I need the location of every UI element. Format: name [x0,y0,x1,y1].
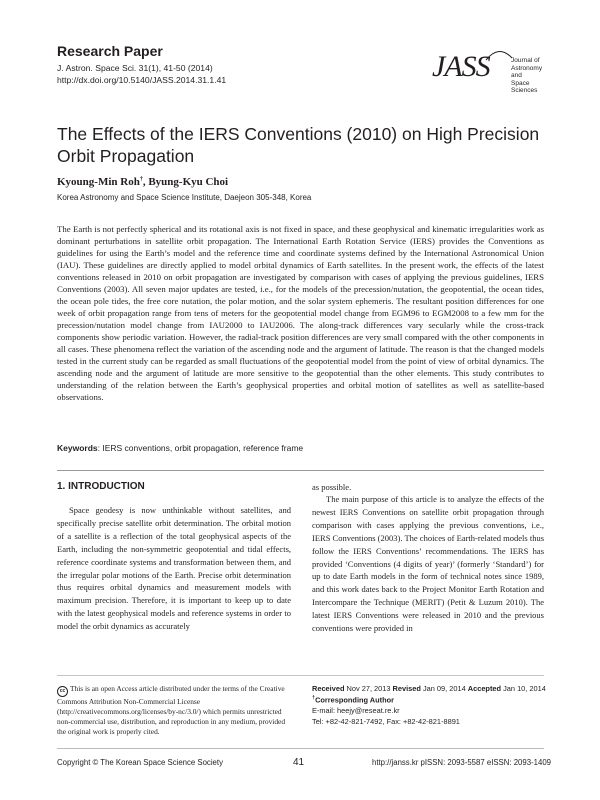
author-phone: Tel: +82-42-821-7492, Fax: +82-42-821-8891 [312,717,460,726]
keywords-label: Keywords [57,443,98,453]
logo-subtitle-line: Journal of [511,57,540,64]
body-column-right: The main purpose of this article is to analyze the effects of the newest IERS Conventions on satellite orbit propagation through comparison with cases applying the previous conventions, i.e., IERS Conventions (2003). The choices of Earth-related models thus follow the IERS Conventions’ recommendations. The IERS has provided ‘Conventions (4 digits of year)’ (formerly ‘Standard’) for up to date Earth models in the form of technical notes since 1989, and this work dates back to the Project Monitor Earth Rotation and Intercompare the Technique (MERIT) (Petit & Luzum 2010). The latest IERS Conventions were released in 2010 and the previous conventions were provided in [312,494,544,634]
creative-commons-icon: cc [57,686,68,697]
affiliation: Korea Astronomy and Space Science Institute, Daejeon 305-348, Korea [57,193,312,202]
license-note [57,684,291,737]
revised-date: Jan 09, 2014 [420,684,468,693]
license-text: This is an open Access article distributed under the terms of the Creative Commons Attribution Non-Commercial License (http://creativecommons.org/licenses/by-nc/3.0/) which permits unrestricted non-commercial use, distribution, and reproduction in any medium, provided the original work is properly cited. [57,684,286,736]
divider [57,675,544,676]
divider [57,470,544,471]
body-column-left: Space geodesy is now unthinkable without satellites, and specifically precise satellite orbit determination. The orbital motion of a satellite is a reflection of the total geophysical aspects of the Earth, including the non-symmetric geopotential and tidal effects, reference coordinate systems and transformation between them, and the irregular polar motions of the Earth. Precise orbit determination thus requires orbital dynamics and measurement models with maximum precision. Therefore, it is important to keep up to date with the latest geophysical models and reference systems in order to model the orbit dynamics as accurately [57,505,291,632]
logo-subtitle [511,57,552,95]
corresponding-mark: † [312,695,316,701]
article-dates [312,684,546,694]
author-mark: † [139,176,143,183]
page-number: 41 [293,757,305,768]
keywords-text: : IERS conventions, orbit propagation, reference frame [97,443,304,453]
logo-wordmark: JASS [432,50,490,83]
paper-title: The Effects of the IERS Conventions (2010) on High Precision Orbit Propagation [57,124,540,166]
received-date: Nov 27, 2013 [344,684,393,693]
logo-subtitle-line: Space Sciences [511,79,538,94]
footer-journal-info[interactable]: http://janss.kr pISSN: 2093-5587 eISSN: 2093-1409 [372,758,552,767]
accepted-date: Jan 10, 2014 [501,684,546,693]
revised-label: Revised [392,684,421,693]
logo-subtitle-line: Astronomy and [511,64,543,79]
section-heading: 1. INTRODUCTION [57,481,145,492]
journal-logo [432,48,552,98]
author-name: , Byung-Kyu Choi [142,176,229,188]
footer-copyright: Copyright © The Korean Space Science Society [57,758,223,767]
article-type-label: Research Paper [57,43,163,59]
author-list [57,176,228,188]
body-column-right-continuation: as possible. [312,482,352,492]
divider [57,748,544,749]
journal-reference [57,62,226,86]
doi-link[interactable]: http://dx.doi.org/10.5140/JASS.2014.31.1.41 [57,75,227,85]
author-name: Kyoung-Min Roh [57,176,140,188]
author-email[interactable]: E-mail: heejy@reseat.re.kr [312,706,400,715]
accepted-label: Accepted [467,684,502,693]
keywords [57,443,303,453]
corresponding-author [312,695,394,704]
citation: J. Astron. Space Sci. 31(1), 41-50 (2014) [57,63,213,73]
corresponding-label: Corresponding Author [315,695,395,705]
abstract: The Earth is not perfectly spherical and its rotational axis is not fixed in space, and these geophysical and kinematic irregularities work as dominant perturbations in satellite orbit propagation. The International Earth Rotation Service (IERS) provides the Conventions as guidelines for using the Earth’s model and the reference time and coordinate systems defined by the International Astronomical Union (IAU). These guidelines are directly applied to model orbital dynamics of Earth satellites. In the present work, the effects of the latest conventions released in 2010 on orbit propagation are investigated by comparison with cases of applying the previous guidelines, IERS Conventions (2003). All seven major updates are tested, i.e., for the models of the precession/nutation, the geopotential, the ocean tides, the ocean pole tides, the free core nutation, the polar motion, and the solar system ephemeris. The resultant position differences for one week of orbit propagation range from tens of meters for the geopotential model change from EGM96 to EGM2008 to a few mm for the precession/nutation model change from IAU2000 to IAU2006. The along-track differences vary secularly while the cross-track components show periodic variation. However, the radial-track position differences are very small compared with the other components in all cases. These phenomena reflect the variation of the ascending node and the argument of latitude. The reason is that the changed models tested in the current study can be regarded as small fluctuations of the geopotential model from the point of view of orbital dynamics. The ascending node and the argument of latitude are more sensitive to the geopotential than the other elements. This study contributes to understanding of the relation between the Earth’s geophysical properties and orbital motion of satellites as well as satellite-based observations. [57,224,544,402]
received-label: Received [312,684,345,693]
